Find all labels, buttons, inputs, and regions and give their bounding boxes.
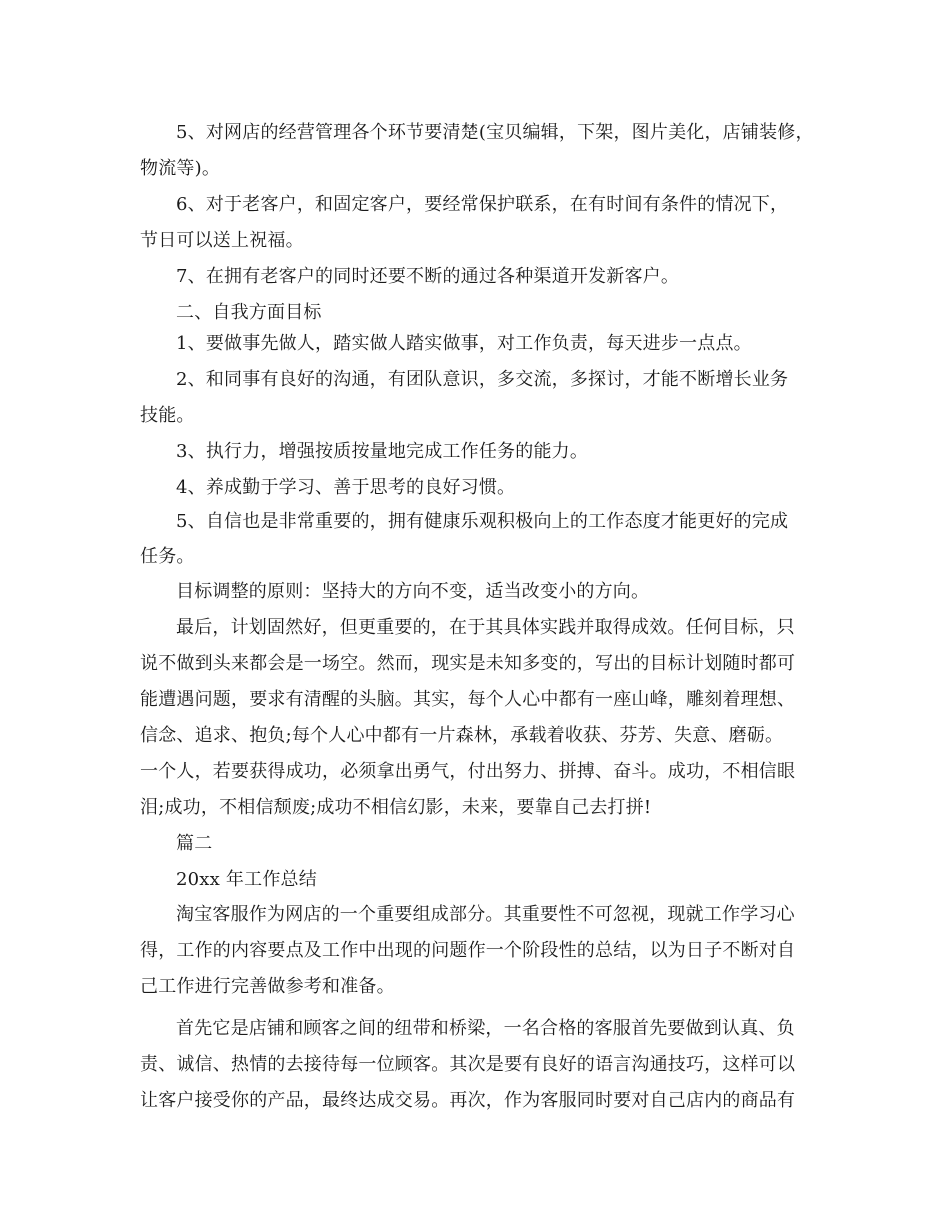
text-line: 淘宝客服作为网店的一个重要组成部分。其重要性不可忽视，现就工作学习心: [176, 904, 795, 925]
text-line: 泪;成功，不相信颓废;成功不相信幻影，未来，要靠自己去打拼!: [140, 797, 652, 818]
text-line: 任务。: [140, 546, 195, 567]
text-line: 目标调整的原则：坚持大的方向不变，适当改变小的方向。: [176, 581, 650, 602]
section-heading: 20xx 年工作总结: [176, 869, 317, 890]
text-line: 技能。: [140, 405, 195, 426]
text-line: 7、在拥有老客户的同时还要不断的通过各种渠道开发新客户。: [176, 266, 680, 287]
text-line: 说不做到头来都会是一场空。然而，现实是未知多变的，写出的目标计划随时都可: [140, 653, 796, 674]
text-line: 能遭遇问题，要求有清醒的头脑。其实，每个人心中都有一座山峰，雕刻着理想、: [140, 689, 796, 710]
text-line: 得，工作的内容要点及工作中出现的问题作一个阶段性的总结，以为日子不断对自: [140, 940, 796, 961]
text-line: 6、对于老客户，和固定客户，要经常保护联系，在有时间有条件的情况下，: [176, 194, 789, 215]
text-line: 责、诚信、热情的去接待每一位顾客。其次是要有良好的语言沟通技巧，这样可以: [140, 1054, 796, 1075]
text-line: 5、自信也是非常重要的，拥有健康乐观积极向上的工作态度才能更好的完成: [176, 511, 789, 532]
text-line: 信念、追求、抱负;每个人心中都有一片森林，承载着收获、芬芳、失意、磨砺。: [140, 725, 784, 746]
text-line: 5、对网店的经营管理各个环节要清楚(宝贝编辑，下架，图片美化，店铺装修，: [176, 122, 814, 143]
text-line: 2、和同事有良好的沟通，有团队意识，多交流，多探讨，才能不断增长业务: [176, 369, 789, 390]
text-line: 1、要做事先做人，踏实做人踏实做事，对工作负责，每天进步一点点。: [176, 333, 752, 354]
text-line: 让客户接受你的产品，最终达成交易。再次，作为客服同时要对自己店内的商品有: [140, 1090, 796, 1111]
text-line: 最后，计划固然好，但更重要的，在于其具体实践并取得成效。任何目标，只: [176, 617, 795, 638]
section-heading: 篇二: [176, 833, 213, 854]
text-line: 一个人，若要获得成功，必须拿出勇气，付出努力、拼搏、奋斗。成功，不相信眼: [140, 761, 796, 782]
section-heading: 二、自我方面目标: [176, 302, 322, 323]
text-line: 4、养成勤于学习、善于思考的良好习惯。: [176, 477, 516, 498]
text-line: 3、执行力，增强按质按量地完成工作任务的能力。: [176, 441, 589, 462]
text-line: 首先它是店铺和顾客之间的纽带和桥梁，一名合格的客服首先要做到认真、负: [176, 1018, 795, 1039]
text-line: 己工作进行完善做参考和准备。: [140, 976, 395, 997]
text-line: 物流等)。: [140, 158, 221, 179]
text-line: 节日可以送上祝福。: [140, 230, 304, 251]
